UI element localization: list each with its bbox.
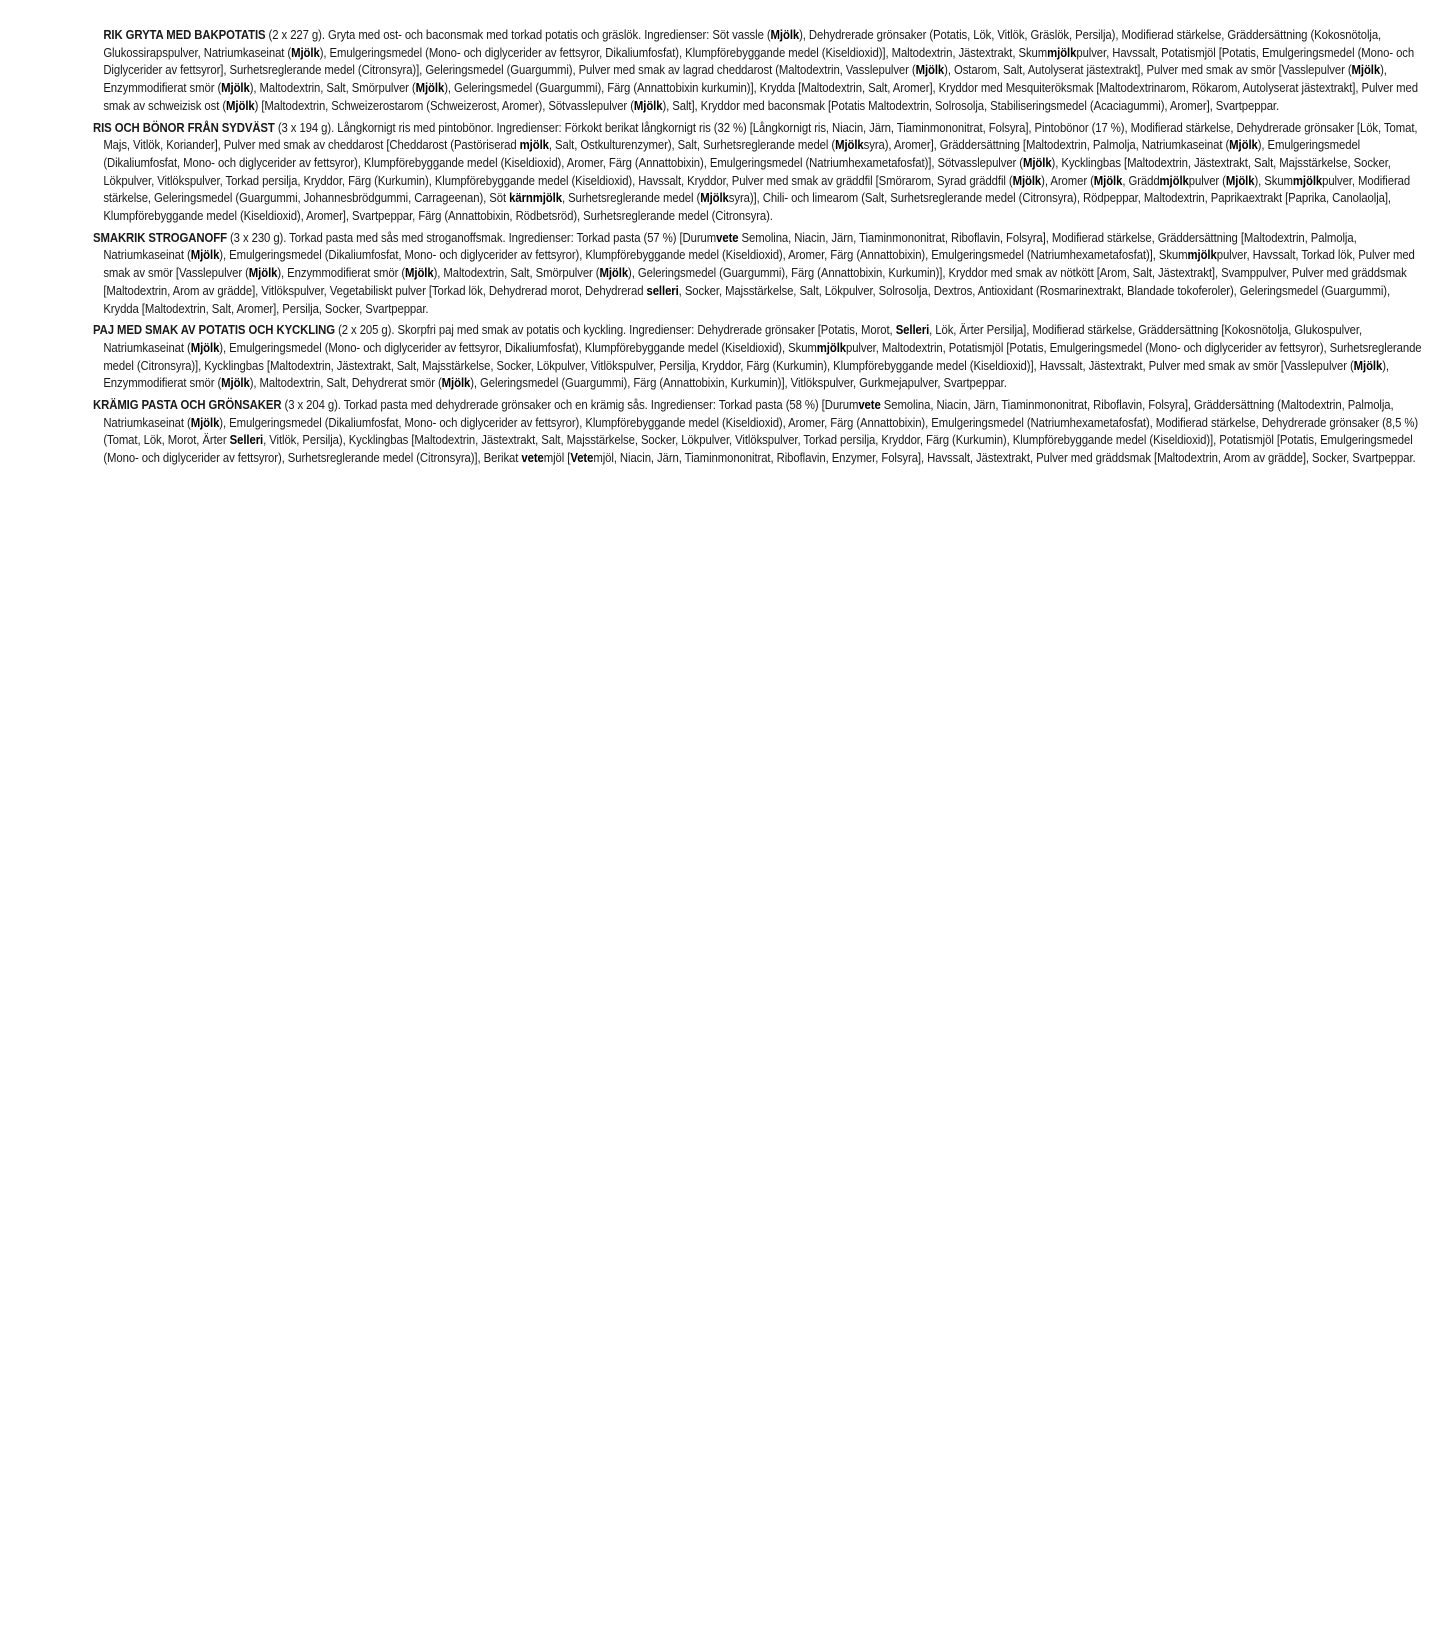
allergen-text: Mjölk [405, 265, 434, 281]
ingredient-text: mjöl, Niacin, Järn, Tiaminmononitrat, Riboflavin, Enzymer, Folsyra], Havssalt, Jästextrakt, Pulver med gräddsmak [Maltodextrin, Arom av grädde], Socker, Svartpeppar. [593, 450, 1416, 466]
allergen-text: Vete [570, 450, 594, 466]
ingredient-text: (2 x 227 g). Gryta med ost- och baconsmak med torkad potatis och gräslök. Ingredienser: Söt vassle ( [265, 27, 771, 42]
ingredient-text: pulver, Maltodextrin, Potatismjöl [Potatis, Emulgeringsmedel (Mono- och diglycerider av fettsyror), Surhetsreglerande medel (Citronsyra)], Kycklingbas [Maltodextrin, Jästextrakt, Salt, Majsstärkelse, Socker, Lökpulver, Vitlökspulver, Persilja, Kryddor, Färg (Kurkumin), Klumpförebyggande medel (Kiseldioxid)], Havssalt, Jästextrakt, Pulver med smak av smör [Vasslepulver ( [103, 339, 1422, 373]
ingredient-text: ), Ostarom, Salt, Autolyserat jästextrakt], Pulver med smak av smör [Vasslepulver ( [944, 62, 1352, 78]
allergen-text: Mjölk [221, 80, 250, 96]
allergen-text: Mjölk [1093, 172, 1123, 188]
allergen-text: Mjölk [770, 27, 800, 42]
allergen-text: Mjölk [599, 265, 629, 281]
allergen-text: Mjölk [190, 414, 220, 430]
ingredient-text: syra), Aromer], Gräddersättning [Maltodextrin, Palmolja, Natriumkaseinat ( [863, 137, 1230, 153]
product-entry [93, 119, 1425, 225]
ingredient-text: syra)], Chili- och limearom (Salt, Surhetsreglerande medel (Citronsyra), Rödpeppar, Maltodextrin, Paprikaextrakt [Paprika, Canolaolja], Klumpförebyggande medel (Kiseldioxid), Aromer], Svartpeppar, Färg (Annattobixin, Rödbetsröd), Surhetsreglerande medel (Citronsyra). [103, 190, 1391, 224]
allergen-text: mjölk [1047, 44, 1077, 60]
allergen-text: mjölk [519, 137, 549, 153]
allergen-text: Mjölk [190, 339, 220, 355]
ingredient-text: ), Dehydrerade grönsaker (Potatis, Lök, Vitlök, Gräslök, Persilja), Modifierad stärkelse, Gräddersättning (Kokosnötolja, Glukossirapspulver, Natriumkaseinat ( [103, 27, 1382, 60]
allergen-text: Selleri [229, 432, 264, 448]
allergen-text: vete [716, 229, 739, 245]
ingredient-text: Semolina, Niacin, Järn, Tiaminmononitrat, Riboflavin, Folsyra], Modifierad stärkelse, Gräddersättning [Maltodextrin, Palmolja, Natriumkaseinat ( [103, 229, 1357, 263]
allergen-text: mjölk [1292, 172, 1323, 188]
allergen-text: Mjölk [700, 190, 729, 206]
ingredient-list-body [93, 26, 1425, 467]
ingredient-text: , Vitlök, Persilja), Kycklingbas [Maltodextrin, Jästextrakt, Salt, Majsstärkelse, Socker, Lökpulver, Vitlökspulver, Torkad persilja, Kryddor, Färg (Kurkumin), Klumpförebyggande medel (Kiseldioxid)], Potatismjöl [Potatis, Emulgeringsmedel (Mono- och diglycerider av fettsyror), Surhetsreglerande medel (Citronsyra)], Berikat [103, 432, 1413, 466]
allergen-text: Mjölk [291, 44, 320, 60]
allergen-text: Mjölk [633, 97, 663, 113]
allergen-text: Mjölk [248, 265, 278, 281]
product-title: KRÄMIG PASTA OCH GRÖNSAKER [93, 397, 282, 413]
ingredient-text: ), Emulgeringsmedel (Dikaliumfosfat, Mono- och diglycerider av fettsyror), Klumpförebyggande medel (Kiseldioxid), Aromer, Färg (Annattobixin), Emulgeringsmedel (Natriumhexametafosfat), Modifierad stärkelse, Dehydrerade grönsaker (8,5 %) (Tomat, Lök, Morot, Ärter [103, 414, 1419, 448]
ingredient-text: ), Maltodextrin, Salt, Dehydrerat smör ( [249, 375, 442, 391]
ingredient-text: ), Kycklingbas [Maltodextrin, Jästextrakt, Salt, Majsstärkelse, Socker, Lökpulver, Vitlökspulver, Torkad persilja, Kryddor, Färg (Kurkumin), Klumpförebyggande medel (Kiseldioxid), Havssalt, Kryddor, Pulver med smak av gräddfil [Smörarom, Syrad gräddfil ( [103, 154, 1391, 188]
allergen-text: mjölk [816, 339, 846, 355]
allergen-text: kärnmjölk [509, 190, 562, 206]
ingredient-text: , Socker, Majsstärkelse, Salt, Lökpulver, Solrosolja, Dextros, Antioxidant (Rosmarinextrakt, Blandade tokoferoler), Geleringsmedel (Guargummi), Krydda [Maltodextrin, Salt, Aromer], Persilja, Socker, Svartpeppar. [103, 282, 1391, 316]
allergen-text: Mjölk [441, 375, 471, 391]
allergen-text: Mjölk [221, 375, 250, 391]
allergen-text: Selleri [895, 322, 930, 338]
ingredient-text: , Salt, Ostkulturenzymer), Salt, Surhetsreglerande medel ( [548, 137, 836, 153]
ingredient-text: ), Maltodextrin, Salt, Smörpulver ( [433, 265, 600, 281]
product-entry [93, 229, 1425, 318]
ingredient-text: (2 x 205 g). Skorpfri paj med smak av potatis och kyckling. Ingredienser: Dehydrerade grönsaker [Potatis, Morot, [335, 322, 896, 338]
ingredient-text: ), Salt], Kryddor med baconsmak [Potatis Maltodextrin, Solrosolja, Stabiliseringsmedel (Acaciagummi), Aromer], Svartpeppar. [662, 97, 1280, 113]
ingredient-text: , Surhetsreglerande medel ( [561, 190, 701, 206]
ingredient-text: Semolina, Niacin, Järn, Tiaminmononitrat, Riboflavin, Folsyra], Gräddersättning (Maltodextrin, Palmolja, Natriumkaseinat ( [103, 397, 1394, 430]
ingredient-text: , Grädd [1122, 172, 1160, 188]
product-entry [93, 396, 1425, 467]
allergen-text: Mjölk [835, 137, 864, 153]
allergen-text: vete [858, 397, 881, 413]
ingredient-text: ), Enzymmodifierat smör ( [277, 265, 406, 281]
product-entry [93, 321, 1425, 392]
ingredient-text: ), Enzymmodifierat smör ( [103, 357, 1389, 391]
ingredient-text: ), Emulgeringsmedel (Mono- och diglycerider av fettsyror, Dikaliumfosfat), Klumpförebyggande medel (Kiseldioxid)], Maltodextrin, Jästextrakt, Skum [319, 44, 1048, 60]
ingredient-text: pulver ( [1188, 172, 1226, 188]
ingredient-text: ), Geleringsmedel (Guargummi), Färg (Annattobixin, Kurkumin)], Kryddor med smak av nötkött [Arom, Salt, Jästextrakt], Svamppulver, Pulver med gräddsmak [Maltodextrin, Arom av grädde], Vitlökspulver, Vegetabiliskt pulver [Torkad lök, Dehydrerad morot, Dehydrerad [103, 265, 1407, 298]
allergen-text: Mjölk [1229, 137, 1258, 153]
allergen-text: Mjölk [1353, 357, 1383, 373]
ingredient-text: ), Emulgeringsmedel (Dikaliumfosfat, Mono- och diglycerider av fettsyror), Klumpförebyggande medel (Kiseldioxid), Aromer, Färg (Annattobixin), Emulgeringsmedel (Natriumhexametafosfat)], Sötvasslepulver ( [103, 137, 1361, 170]
ingredient-text: , Lök, Ärter Persilja], Modifierad stärkelse, Gräddersättning [Kokosnötolja, Glukospulver, Natriumkaseinat ( [103, 322, 1363, 355]
ingredient-text: (3 x 230 g). Torkad pasta med sås med stroganoffsmak. Ingredienser: Torkad pasta (57 %) [Durum [226, 229, 717, 245]
ingredient-text: mjöl [ [543, 450, 571, 466]
product-title: RIK GRYTA MED BAKPOTATIS [103, 27, 266, 42]
ingredient-text: (3 x 194 g). Långkornigt ris med pintobönor. Ingredienser: Förkokt berikat långkornigt ris (32 %) [Långkornigt ris, Niacin, Järn, Tiaminmononitrat, Folsyra], Pintobönor (17 %), Modifierad stärkelse, Dehydrerade grönsaker [Lök, Tomat, Majs, Vitlök, Koriander], Pulver med smak av cheddarost [Cheddarost (Pastöriserad [103, 119, 1418, 153]
allergen-text: Mjölk [915, 62, 945, 78]
ingredient-text: ), Maltodextrin, Salt, Smörpulver ( [249, 80, 416, 96]
allergen-text: mjölk [1187, 247, 1217, 263]
allergen-text: selleri [646, 282, 679, 298]
allergen-text: Mjölk [1225, 172, 1255, 188]
allergen-text: Mjölk [1022, 154, 1052, 170]
ingredient-list [93, 26, 1425, 471]
product-title: RIS OCH BÖNOR FRÅN SYDVÄST [93, 119, 275, 135]
ingredient-text: pulver, Havssalt, Torkad lök, Pulver med smak av smör [Vasslepulver ( [103, 247, 1415, 281]
allergen-text: mjölk [1159, 172, 1189, 188]
allergen-text: vete [521, 450, 544, 466]
allergen-text: Mjölk [1351, 62, 1381, 78]
ingredient-text: ), Skum [1254, 172, 1293, 188]
allergen-text: Mjölk [226, 97, 255, 113]
allergen-text: Mjölk [415, 80, 445, 96]
ingredient-text: ) [Maltodextrin, Schweizerostarom (Schweizerost, Aromer), Sötvasslepulver ( [254, 97, 634, 113]
ingredient-text: ), Emulgeringsmedel (Mono- och diglycerider av fettsyror, Dikaliumfosfat), Klumpförebyggande medel (Kiseldioxid), Skum [219, 339, 817, 355]
allergen-text: Mjölk [1012, 172, 1042, 188]
product-title: SMAKRIK STROGANOFF [93, 229, 227, 245]
ingredient-text: pulver, Modifierad stärkelse, Geleringsmedel (Guargummi, Johannesbrödgummi, Carrageenan), Söt [103, 172, 1411, 206]
ingredient-text: pulver, Havssalt, Potatismjöl [Potatis, Emulgeringsmedel (Mono- och Diglycerider av fettsyror], Surhetsreglerande medel (Citronsyra)], Geleringsmedel (Guargummi), Pulver med smak av lagrad cheddarost (Maltodextrin, Vasslepulver ( [103, 44, 1415, 78]
ingredient-text: (3 x 204 g). Torkad pasta med dehydrerade grönsaker och en krämig sås. Ingredienser: Torkad pasta (58 %) [Durum [281, 397, 859, 413]
ingredient-text: ), Enzymmodifierat smör ( [103, 62, 1387, 96]
product-entry [93, 26, 1425, 115]
product-title: PAJ MED SMAK AV POTATIS OCH KYCKLING [93, 322, 336, 338]
allergen-text: Mjölk [190, 247, 220, 263]
ingredient-text: ), Geleringsmedel (Guargummi), Färg (Annattobixin, Kurkumin)], Vitlökspulver, Gurkmejapulver, Svartpeppar. [470, 375, 1007, 391]
ingredient-text: ), Emulgeringsmedel (Dikaliumfosfat, Mono- och diglycerider av fettsyror), Klumpförebyggande medel (Kiseldioxid), Aromer, Färg (Annattobixin), Emulgeringsmedel (Natriumhexametafosfat)], Skum [219, 247, 1188, 263]
ingredient-text: ), Aromer ( [1041, 172, 1094, 188]
ingredient-text: ), Geleringsmedel (Guargummi), Färg (Annattobixin kurkumin)], Krydda [Maltodextrin, Salt, Aromer], Kryddor med Mesquiteröksmak [Maltodextrinarom, Rökarom, Autolyserat jästextrakt], Pulver med smak av schweizisk ost ( [103, 80, 1418, 113]
